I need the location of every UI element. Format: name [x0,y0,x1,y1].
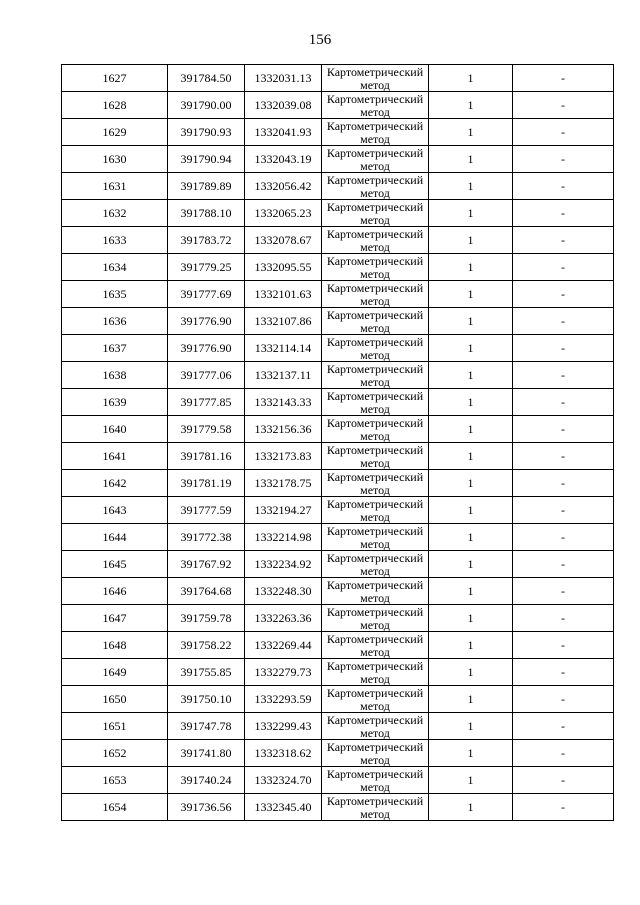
method-text-line1: Картометрический [326,631,424,646]
y-coordinate-cell: 1332173.83 [245,443,322,470]
method-text-line1: Картометрический [326,172,424,187]
method-cell [322,416,429,443]
method-cell [322,551,429,578]
point-number-cell: 1632 [62,200,168,227]
precision-cell: 1 [429,281,513,308]
method-text-line2: метод [360,402,390,415]
precision-cell: 1 [429,497,513,524]
x-coordinate-cell: 391790.00 [168,92,245,119]
method-text-line1: Картометрический [326,253,424,268]
method-text-line2: метод [360,753,390,766]
method-text-line1: Картометрический [326,118,424,133]
point-number-cell: 1627 [62,65,168,92]
note-cell: - [513,740,614,767]
coordinates-table-body [62,65,614,821]
method-text-line1: Картометрический [326,766,424,781]
method-text-line1: Картометрический [326,658,424,673]
point-number-cell: 1631 [62,173,168,200]
y-coordinate-cell: 1332078.67 [245,227,322,254]
x-coordinate-cell: 391776.90 [168,308,245,335]
method-text-line2: метод [360,213,390,226]
note-cell: - [513,713,614,740]
table-row [62,389,614,416]
x-coordinate-cell: 391755.85 [168,659,245,686]
point-number-cell: 1649 [62,659,168,686]
note-cell: - [513,92,614,119]
method-cell [322,119,429,146]
y-coordinate-cell: 1332263.36 [245,605,322,632]
y-coordinate-cell: 1332041.93 [245,119,322,146]
method-cell [322,308,429,335]
table-row [62,335,614,362]
x-coordinate-cell: 391741.80 [168,740,245,767]
method-cell [322,65,429,92]
method-cell [322,740,429,767]
x-coordinate-cell: 391790.94 [168,146,245,173]
method-text-line1: Картометрический [326,415,424,430]
note-cell: - [513,119,614,146]
x-coordinate-cell: 391777.59 [168,497,245,524]
method-cell [322,173,429,200]
point-number-cell: 1629 [62,119,168,146]
note-cell: - [513,524,614,551]
note-cell: - [513,578,614,605]
x-coordinate-cell: 391776.90 [168,335,245,362]
method-text-line2: метод [360,699,390,712]
note-cell: - [513,389,614,416]
note-cell: - [513,497,614,524]
precision-cell: 1 [429,335,513,362]
point-number-cell: 1653 [62,767,168,794]
method-text-line2: метод [360,672,390,685]
precision-cell: 1 [429,362,513,389]
precision-cell: 1 [429,389,513,416]
method-text-line2: метод [360,537,390,550]
method-cell [322,632,429,659]
x-coordinate-cell: 391767.92 [168,551,245,578]
method-text-line1: Картометрический [326,685,424,700]
point-number-cell: 1652 [62,740,168,767]
note-cell: - [513,416,614,443]
x-coordinate-cell: 391777.85 [168,389,245,416]
note-cell: - [513,173,614,200]
precision-cell: 1 [429,173,513,200]
y-coordinate-cell: 1332194.27 [245,497,322,524]
y-coordinate-cell: 1332293.59 [245,686,322,713]
precision-cell: 1 [429,470,513,497]
table-row [62,470,614,497]
x-coordinate-cell: 391764.68 [168,578,245,605]
point-number-cell: 1651 [62,713,168,740]
table-row [62,146,614,173]
precision-cell: 1 [429,605,513,632]
x-coordinate-cell: 391784.50 [168,65,245,92]
y-coordinate-cell: 1332031.13 [245,65,322,92]
point-number-cell: 1643 [62,497,168,524]
note-cell: - [513,632,614,659]
method-text-line1: Картометрический [326,91,424,106]
note-cell: - [513,227,614,254]
method-text-line2: метод [360,105,390,118]
method-cell [322,389,429,416]
point-number-cell: 1635 [62,281,168,308]
precision-cell: 1 [429,659,513,686]
y-coordinate-cell: 1332056.42 [245,173,322,200]
method-text-line1: Картометрический [326,496,424,511]
point-number-cell: 1654 [62,794,168,821]
method-text-line2: метод [360,294,390,307]
x-coordinate-cell: 391750.10 [168,686,245,713]
x-coordinate-cell: 391777.06 [168,362,245,389]
precision-cell: 1 [429,686,513,713]
y-coordinate-cell: 1332279.73 [245,659,322,686]
table-row [62,308,614,335]
point-number-cell: 1648 [62,632,168,659]
x-coordinate-cell: 391759.78 [168,605,245,632]
table-row [62,740,614,767]
method-text-line2: метод [360,645,390,658]
method-cell [322,470,429,497]
method-text-line2: метод [360,186,390,199]
precision-cell: 1 [429,254,513,281]
note-cell: - [513,659,614,686]
table-row [62,119,614,146]
table-row [62,254,614,281]
method-cell [322,281,429,308]
method-cell [322,443,429,470]
note-cell: - [513,200,614,227]
method-text-line1: Картометрический [326,442,424,457]
y-coordinate-cell: 1332214.98 [245,524,322,551]
method-text-line1: Картометрический [326,145,424,160]
note-cell: - [513,551,614,578]
coordinates-table [61,64,614,821]
method-cell [322,497,429,524]
table-row [62,227,614,254]
y-coordinate-cell: 1332114.14 [245,335,322,362]
method-text-line2: метод [360,510,390,523]
precision-cell: 1 [429,740,513,767]
x-coordinate-cell: 391779.25 [168,254,245,281]
point-number-cell: 1634 [62,254,168,281]
x-coordinate-cell: 391781.19 [168,470,245,497]
method-cell [322,335,429,362]
precision-cell: 1 [429,119,513,146]
y-coordinate-cell: 1332043.19 [245,146,322,173]
x-coordinate-cell: 391772.38 [168,524,245,551]
y-coordinate-cell: 1332039.08 [245,92,322,119]
note-cell: - [513,686,614,713]
point-number-cell: 1645 [62,551,168,578]
y-coordinate-cell: 1332178.75 [245,470,322,497]
method-text-line1: Картометрический [326,361,424,376]
method-text-line2: метод [360,132,390,145]
x-coordinate-cell: 391789.89 [168,173,245,200]
method-text-line2: метод [360,483,390,496]
method-text-line2: метод [360,564,390,577]
note-cell: - [513,362,614,389]
precision-cell: 1 [429,524,513,551]
precision-cell: 1 [429,767,513,794]
method-text-line2: метод [360,267,390,280]
method-cell [322,794,429,821]
precision-cell: 1 [429,578,513,605]
method-cell [322,605,429,632]
method-cell [322,524,429,551]
point-number-cell: 1644 [62,524,168,551]
y-coordinate-cell: 1332156.36 [245,416,322,443]
table-row [62,713,614,740]
table-row [62,551,614,578]
precision-cell: 1 [429,713,513,740]
point-number-cell: 1647 [62,605,168,632]
y-coordinate-cell: 1332107.86 [245,308,322,335]
table-row [62,92,614,119]
method-cell [322,578,429,605]
method-text-line2: метод [360,780,390,793]
method-cell [322,767,429,794]
table-row [62,767,614,794]
table-row [62,443,614,470]
method-text-line2: метод [360,375,390,388]
note-cell: - [513,308,614,335]
y-coordinate-cell: 1332101.63 [245,281,322,308]
table-row [62,632,614,659]
y-coordinate-cell: 1332299.43 [245,713,322,740]
x-coordinate-cell: 391740.24 [168,767,245,794]
precision-cell: 1 [429,146,513,173]
note-cell: - [513,146,614,173]
y-coordinate-cell: 1332234.92 [245,551,322,578]
method-text-line2: метод [360,807,390,820]
y-coordinate-cell: 1332269.44 [245,632,322,659]
method-cell [322,92,429,119]
table-row [62,173,614,200]
y-coordinate-cell: 1332065.23 [245,200,322,227]
table-row [62,794,614,821]
y-coordinate-cell: 1332318.62 [245,740,322,767]
method-cell [322,713,429,740]
method-text-line2: метод [360,348,390,361]
method-text-line1: Картометрический [326,334,424,349]
note-cell: - [513,335,614,362]
method-text-line2: метод [360,456,390,469]
x-coordinate-cell: 391777.69 [168,281,245,308]
x-coordinate-cell: 391747.78 [168,713,245,740]
precision-cell: 1 [429,227,513,254]
table-row [62,497,614,524]
method-cell [322,227,429,254]
precision-cell: 1 [429,308,513,335]
method-text-line2: метод [360,591,390,604]
precision-cell: 1 [429,65,513,92]
method-text-line2: метод [360,429,390,442]
note-cell: - [513,605,614,632]
method-cell [322,659,429,686]
x-coordinate-cell: 391736.56 [168,794,245,821]
x-coordinate-cell: 391758.22 [168,632,245,659]
point-number-cell: 1633 [62,227,168,254]
method-text-line2: метод [360,159,390,172]
x-coordinate-cell: 391788.10 [168,200,245,227]
table-row [62,281,614,308]
table-row [62,605,614,632]
method-cell [322,146,429,173]
note-cell: - [513,470,614,497]
point-number-cell: 1650 [62,686,168,713]
method-text-line1: Картометрический [326,793,424,808]
table-row [62,686,614,713]
x-coordinate-cell: 391790.93 [168,119,245,146]
y-coordinate-cell: 1332248.30 [245,578,322,605]
point-number-cell: 1630 [62,146,168,173]
method-text-line1: Картометрический [326,550,424,565]
y-coordinate-cell: 1332345.40 [245,794,322,821]
point-number-cell: 1628 [62,92,168,119]
table-row [62,524,614,551]
point-number-cell: 1642 [62,470,168,497]
method-text-line2: метод [360,78,390,91]
point-number-cell: 1641 [62,443,168,470]
y-coordinate-cell: 1332324.70 [245,767,322,794]
precision-cell: 1 [429,551,513,578]
y-coordinate-cell: 1332095.55 [245,254,322,281]
method-text-line1: Картометрический [326,280,424,295]
point-number-cell: 1639 [62,389,168,416]
method-text-line1: Картометрический [326,226,424,241]
precision-cell: 1 [429,794,513,821]
point-number-cell: 1640 [62,416,168,443]
point-number-cell: 1637 [62,335,168,362]
note-cell: - [513,767,614,794]
table-row [62,416,614,443]
method-text-line1: Картометрический [326,307,424,322]
y-coordinate-cell: 1332137.11 [245,362,322,389]
method-text-line1: Картометрический [326,604,424,619]
point-number-cell: 1646 [62,578,168,605]
method-text-line2: метод [360,321,390,334]
point-number-cell: 1636 [62,308,168,335]
method-text-line1: Картометрический [326,199,424,214]
method-text-line2: метод [360,618,390,631]
table-row [62,65,614,92]
table-row [62,659,614,686]
x-coordinate-cell: 391779.58 [168,416,245,443]
method-cell [322,200,429,227]
method-text-line2: метод [360,726,390,739]
x-coordinate-cell: 391781.16 [168,443,245,470]
x-coordinate-cell: 391783.72 [168,227,245,254]
precision-cell: 1 [429,416,513,443]
note-cell: - [513,281,614,308]
table-row [62,362,614,389]
method-cell [322,254,429,281]
method-text-line1: Картометрический [326,388,424,403]
method-cell [322,362,429,389]
method-text-line1: Картометрический [326,712,424,727]
note-cell: - [513,65,614,92]
precision-cell: 1 [429,200,513,227]
precision-cell: 1 [429,92,513,119]
page-number: 156 [308,32,332,48]
method-text-line1: Картометрический [326,739,424,754]
note-cell: - [513,443,614,470]
table-row [62,200,614,227]
precision-cell: 1 [429,443,513,470]
y-coordinate-cell: 1332143.33 [245,389,322,416]
note-cell: - [513,794,614,821]
method-text-line2: метод [360,240,390,253]
method-cell [322,686,429,713]
table-row [62,578,614,605]
method-text-line1: Картометрический [326,577,424,592]
method-text-line1: Картометрический [326,469,424,484]
precision-cell: 1 [429,632,513,659]
method-text-line1: Картометрический [326,64,424,79]
point-number-cell: 1638 [62,362,168,389]
method-text-line1: Картометрический [326,523,424,538]
note-cell: - [513,254,614,281]
